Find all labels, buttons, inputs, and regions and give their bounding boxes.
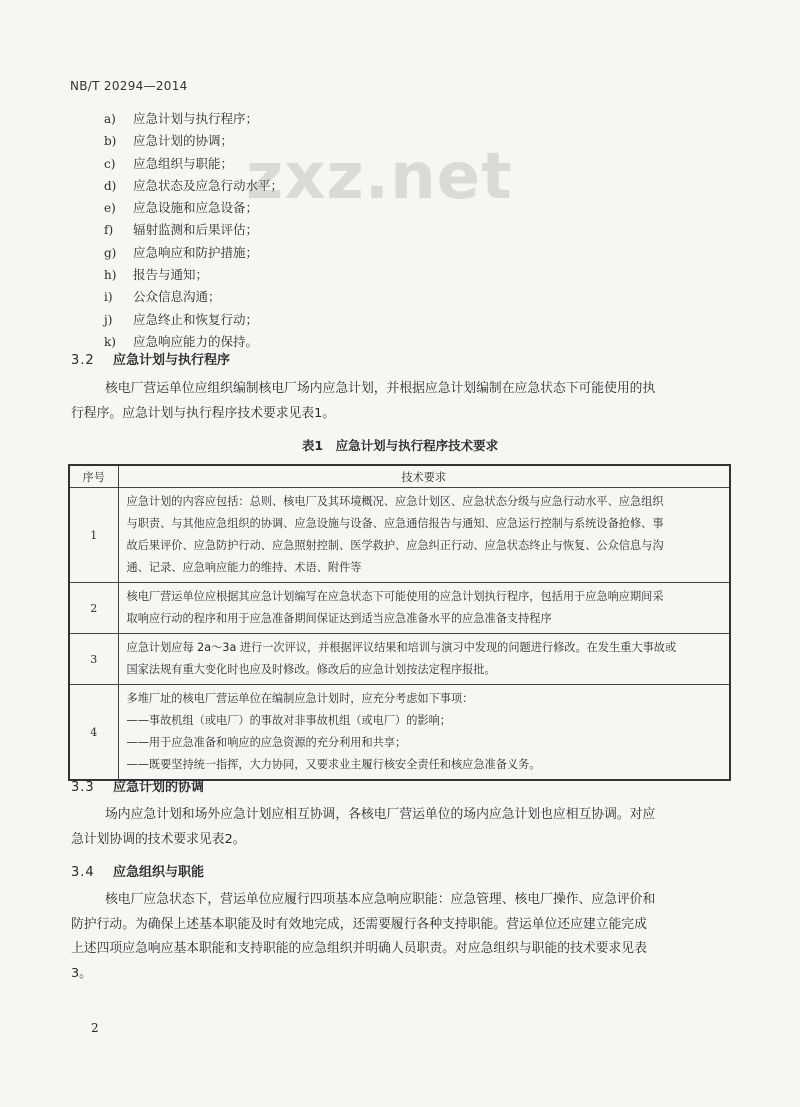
list-marker: c) — [104, 156, 116, 171]
technical-requirements-table — [68, 464, 731, 781]
table-row — [69, 685, 730, 781]
list-item-text: 应急终止和恢复行动； — [133, 311, 259, 327]
section-3-4-paragraph — [71, 888, 729, 986]
paragraph-line: 核电厂营运单位应组织编制核电厂场内应急计划，并根据应急计划编制在应急状态下可能使用的执 — [105, 381, 656, 396]
list-marker: a) — [104, 112, 116, 126]
paragraph-line: 急计划协调的技术要求见表2。 — [71, 831, 246, 847]
list-item — [104, 197, 283, 219]
list-item-text: 报告与通知； — [133, 267, 209, 283]
cell-line: 故后果评价、应急防护行动、应急照射控制、医学救护、应急纠正行动、应急状态终止与恢复、公众信息与沟 — [126, 539, 664, 552]
section-heading-3-3 — [71, 776, 204, 795]
requirement-cell — [118, 634, 730, 685]
list-item — [104, 108, 283, 130]
list-item-text: 应急响应和防护措施； — [133, 244, 259, 260]
list-item — [104, 309, 283, 331]
list-marker: f) — [104, 223, 114, 238]
section-heading-3-2 — [71, 349, 230, 368]
standard-code: NB/T 20294—2014 — [70, 79, 188, 93]
list-marker: h) — [104, 268, 117, 283]
column-header-seq: 序号 — [69, 465, 118, 488]
row-number: 4 — [69, 685, 118, 781]
cell-line: 与职责、与其他应急组织的协调、应急设施与设备、应急通信报告与通知、应急运行控制与系统设备抢修、事 — [126, 517, 664, 530]
requirements-list — [104, 108, 283, 353]
section-number: 3.3 — [71, 780, 95, 795]
section-title: 应急计划的协调 — [113, 780, 205, 795]
page-number: 2 — [91, 1021, 99, 1035]
cell-line: 应急计划的内容应包括：总则、核电厂及其环境概况、应急计划区、应急状态分级与应急行动水平、应急组织 — [126, 495, 664, 508]
section-title: 应急计划与执行程序 — [113, 353, 231, 368]
list-marker: e) — [104, 201, 116, 216]
table-row — [69, 488, 730, 583]
row-number: 2 — [69, 583, 118, 634]
section-number: 3.4 — [71, 865, 95, 880]
list-marker: j) — [104, 312, 113, 327]
paragraph-line: 行程序。应急计划与执行程序技术要求见表1。 — [71, 405, 336, 421]
list-item-text: 辐射监测和后果评估； — [133, 222, 259, 238]
section-number: 3.2 — [71, 353, 95, 368]
requirement-cell — [118, 583, 730, 634]
cell-line: 通、记录、应急响应能力的维持、术语、附件等 — [126, 561, 362, 574]
paragraph-line: 核电厂应急状态下，营运单位应履行四项基本应急响应职能：应急管理、核电厂操作、应急评价和 — [105, 892, 656, 907]
list-item — [104, 264, 283, 286]
table-row — [69, 583, 730, 634]
paragraph-line: 3。 — [71, 965, 92, 981]
list-item-text: 应急设施和应急设备； — [133, 200, 259, 216]
list-marker: g) — [104, 245, 117, 260]
section-3-3-paragraph — [71, 803, 729, 852]
watermark: zxz.net — [246, 140, 513, 214]
paragraph-line: 上述四项应急响应基本职能和支持职能的应急组织并明确人员职责。对应急组织与职能的技术要求见表 — [71, 941, 647, 956]
cell-line: 多堆厂址的核电厂营运单位在编制应急计划时，应充分考虑如下事项： — [126, 692, 474, 705]
section-3-2-paragraph — [71, 377, 729, 426]
list-item-text: 应急响应能力的保持。 — [133, 333, 259, 349]
cell-line: ——用于应急准备和响应的应急资源的充分利用和共享； — [126, 736, 407, 749]
list-item-text: 应急计划与执行程序； — [133, 111, 259, 126]
list-marker: b) — [104, 134, 117, 149]
list-item — [104, 286, 283, 308]
list-item — [104, 153, 283, 175]
cell-line: 取响应行动的程序和用于应急准备期间保证达到适当应急准备水平的应急准备支持程序 — [126, 612, 552, 625]
table-row — [69, 634, 730, 685]
section-heading-3-4 — [71, 861, 204, 880]
requirement-cell — [118, 685, 730, 781]
list-marker: i) — [104, 290, 113, 305]
cell-line: 国家法规有重大变化时也应及时修改。修改后的应急计划按法定程序报批。 — [126, 663, 496, 676]
cell-line: 应急计划应每 2a～3a 进行一次评议，并根据评议结果和培训与演习中发现的问题进行修改。在发生重大事故或 — [126, 641, 677, 654]
paragraph-line: 防护行动。为确保上述基本职能及时有效地完成，还需要履行各种支持职能。营运单位还应建立能完成 — [71, 916, 647, 932]
list-item-text: 应急组织与职能； — [133, 155, 234, 171]
list-marker: d) — [104, 178, 117, 193]
row-number: 1 — [69, 488, 118, 583]
list-item — [104, 130, 283, 152]
list-item — [104, 219, 283, 241]
list-item-text: 应急状态及应急行动水平； — [133, 177, 284, 193]
paragraph-line: 场内应急计划和场外应急计划应相互协调，各核电厂营运单位的场内应急计划也应相互协调。对应 — [105, 807, 656, 822]
list-item — [104, 242, 283, 264]
column-header-requirement: 技术要求 — [118, 465, 730, 488]
list-item — [104, 175, 283, 197]
list-marker: k) — [104, 334, 116, 349]
list-item-text: 公众信息沟通； — [133, 289, 221, 305]
table-header-row — [69, 465, 730, 488]
list-item-text: 应急计划的协调； — [133, 133, 234, 149]
requirement-cell — [118, 488, 730, 583]
row-number: 3 — [69, 634, 118, 685]
table-title: 表1 应急计划与执行程序技术要求 — [301, 438, 499, 453]
cell-line: ——既要坚持统一指挥，大力协同，又要求业主履行核安全责任和核应急准备义务。 — [126, 758, 541, 771]
cell-line: ——事故机组（或电厂）的事故对非事故机组（或电厂）的影响； — [126, 714, 451, 727]
section-title: 应急组织与职能 — [113, 865, 205, 880]
cell-line: 核电厂营运单位应根据其应急计划编写在应急状态下可能使用的应急计划执行程序，包括用于应急响应期间采 — [126, 590, 664, 603]
